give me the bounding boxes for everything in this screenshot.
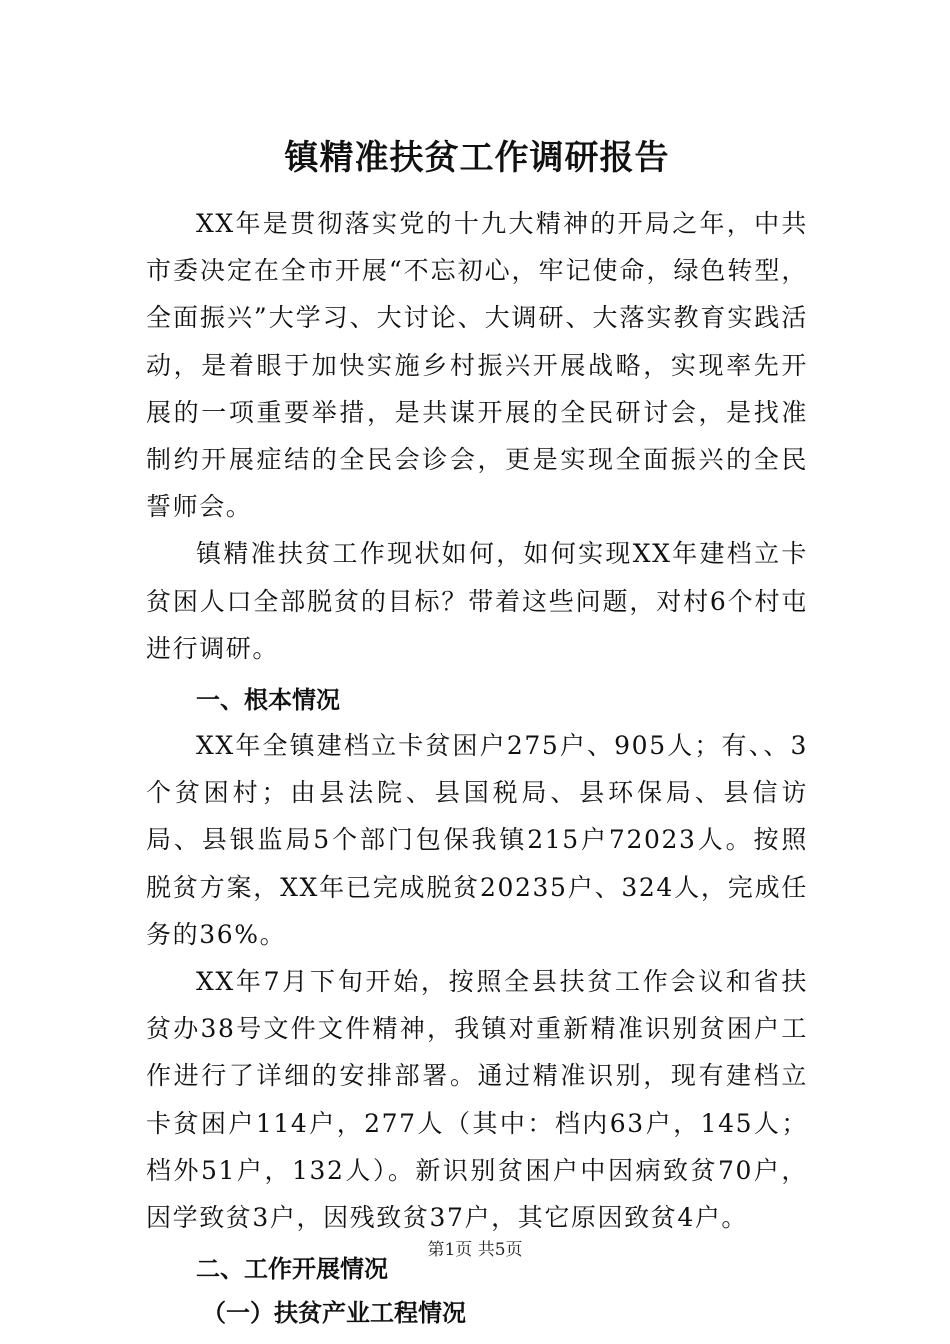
paragraph-basic-1: XX年全镇建档立卡贫困户275户、905人；有、、3个贫困村；由县法院、县国税局、县环保局、县信访局、县银监局5个部门包保我镇215户72023人。按照脱贫方案，XX年已完成脱贫20235户、324人，完成任务的36%。 (146, 731, 808, 949)
subsection-heading-industry: （一）扶贫产业工程情况 (202, 1299, 466, 1328)
paragraph-intro-2: 镇精准扶贫工作现状如何，如何实现XX年建档立卡贫困人口全部脱贫的目标？带着这些问题，对村6个村屯进行调研。 (146, 539, 808, 663)
paragraph-intro-1: XX年是贯彻落实党的十九大精神的开局之年，中共市委决定在全市开展“不忘初心，牢记使命，绿色转型，全面振兴”大学习、大讨论、大调研、大落实教育实践活动，是着眼于加快实施乡村振兴开展战略，实现率先开展的一项重要举措，是共谋开展的全民研讨会，是找准制约开展症结的全民会诊会，更是实现全面振兴的全民誓师会。 (146, 209, 808, 522)
paragraph-basic-2: XX年7月下旬开始，按照全县扶贫工作会议和省扶贫办38号文件文件精神，我镇对重新精准识别贫困户工作进行了详细的安排部署。通过精准识别，现有建档立卡贫困户114户，277人（其中：档内63户，145人；档外51户，132人）。新识别贫困户中因病致贫70户，因学致贫3户，因残致贫37户，其它原因致贫4户。 (146, 967, 808, 1233)
section-heading-work: 二、工作开展情况 (196, 1255, 388, 1284)
document-title: 镇精准扶贫工作调研报告 (284, 138, 670, 178)
section-heading-basic: 一、根本情况 (196, 686, 340, 715)
page-footer: 第1页 共5页 (427, 1240, 523, 1260)
document-body (146, 200, 808, 1335)
